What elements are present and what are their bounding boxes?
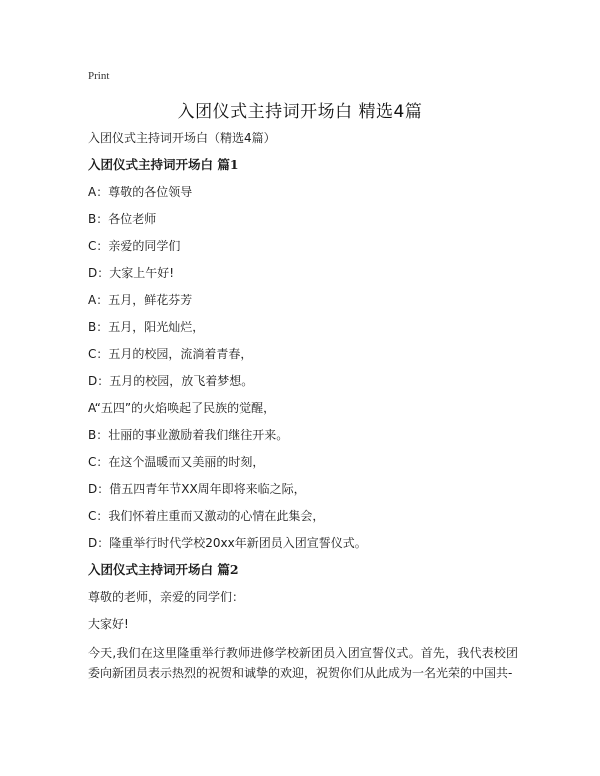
document-subtitle: 入团仪式主持词开场白（精选4篇） [88,131,276,145]
section1-line: D：大家上午好! [88,266,175,280]
section1-line: D：五月的校园，放飞着梦想。 [88,374,254,388]
section2-paragraph: 今天,我们在这里隆重举行教师进修学校新团员入团宣誓仪式。首先，我代表校团委向新团员表示热烈的祝贺和诚挚的欢迎，祝贺你们从此成为一名光荣的中国共- [88,646,518,680]
document-body [88,130,518,683]
section1-line: A“五四”的火焰唤起了民族的觉醒， [88,401,276,415]
section1-line: B：壮丽的事业激励着我们继往开来。 [88,428,289,442]
section1-line: D：借五四青年节XX周年即将来临之际， [88,482,306,496]
section1-line: B：各位老师 [88,212,157,226]
section2-line: 尊敬的老师，亲爱的同学们： [88,590,245,604]
section1-line: C：亲爱的同学们 [88,239,181,253]
section1-line: B：五月，阳光灿烂， [88,320,205,334]
section1-line: D：隆重举行时代学校20xx年新团员入团宣誓仪式。 [88,536,367,550]
section-heading-2: 入团仪式主持词开场白 篇2 [88,562,239,577]
section1-line: A：尊敬的各位领导 [88,185,193,199]
section1-line: C：五月的校园，流淌着青春， [88,347,253,361]
section2-line: 大家好! [88,617,129,631]
section-heading-1: 入团仪式主持词开场白 篇1 [88,157,239,172]
print-label[interactable]: Print [88,70,110,82]
section1-line: C：在这个温暖而又美丽的时刻， [88,455,265,469]
document-title: 入团仪式主持词开场白 精选4篇 [177,102,423,122]
section1-line: C：我们怀着庄重而又激动的心情在此集会， [88,509,325,523]
section1-line: A：五月，鲜花芬芳 [88,293,193,307]
